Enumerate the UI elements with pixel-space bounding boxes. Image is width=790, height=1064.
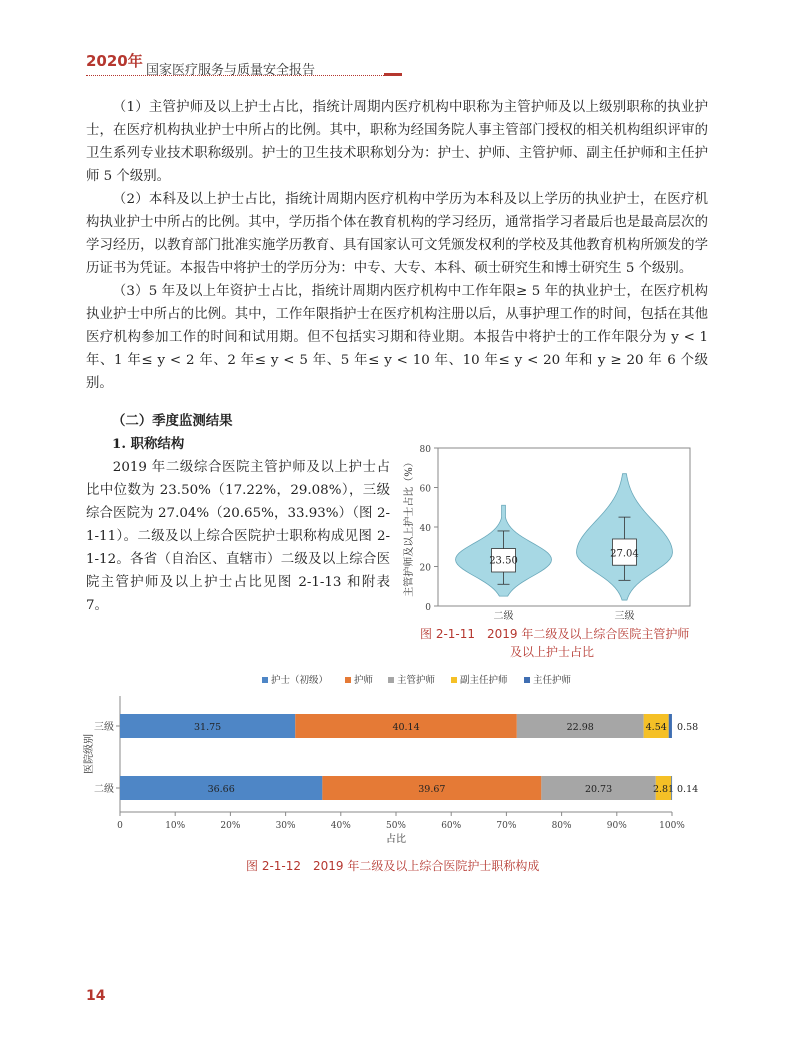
page-number: 14 — [86, 988, 106, 1004]
legend-swatch — [451, 677, 457, 683]
header-rule — [86, 75, 384, 76]
legend-swatch — [524, 677, 530, 683]
data-label: 0.14 — [677, 784, 699, 795]
x-tick-label: 三级 — [614, 611, 635, 622]
y-tick-label: 60 — [419, 484, 431, 495]
y-axis-label: 医院级别 — [84, 734, 95, 774]
paragraph-2: （2）本科及以上护士占比，指统计周期内医疗机构中学历为本科及以上学历的执业护士，在医疗机构执业护士中所占的比例。其中，学历指个体在教育机构的学习经历，通常指学习者最后也是最高层次的学习经历，以教育部门批准实施学历教育、具有国家认可文凭颁发权利的学校及其他教育机构所颁发的学历证书为凭证。本报告中将护士的学历分为：中专、大专、本科、硕士研究生和博士研究生 5 个级别。 — [86, 192, 708, 276]
paragraph-3: （3）5 年及以上年资护士占比，指统计周期内医疗机构中工作年限≥ 5 年的执业护士，在医疗机构执业护士中所占的比例。其中，工作年限指护士在医疗机构注册以后，从事护理工作的时间，包括在其他医疗机构参加工作的时间和试用期。但不包括实习期和待业期。本报告中将护士的工作年限分为 y < 1 年、1 年≤ y < 2 年、2 年≤ y < 5 年、5 年≤ y < 10 年、10 年≤ y < 20 年和 y ≥ 20 年 6 个级别。 — [86, 284, 708, 391]
results-text — [86, 456, 390, 617]
y-axis-label: 主管护师及以上护士占比（%） — [404, 457, 415, 597]
header-year: 2020年 — [86, 52, 143, 70]
results-paragraph: 2019 年二级综合医院主管护师及以上护士占比中位数为 23.50%（17.22%，29.08%），三级综合医院为 27.04%（20.65%，33.93%）（图 2-1-11）。二级及以上综合医院护士职称构成见图 2-1-12。各省（自治区、直辖市）二级及以上综合医院主管护师及以上护士占比见图 2-1-13 和附表 7。 — [86, 460, 390, 613]
x-tick-label: 60% — [441, 821, 462, 831]
data-label: 36.66 — [207, 784, 235, 795]
legend-label: 主管护师 — [397, 675, 436, 686]
x-axis-label: 占比 — [386, 834, 406, 845]
y-tick-label: 80 — [419, 445, 431, 455]
definitions-text — [86, 96, 708, 395]
stacked-bar-chart — [82, 668, 712, 854]
header-title: 国家医疗服务与质量安全报告 — [146, 63, 316, 78]
data-label: 40.14 — [392, 722, 420, 733]
y-tick-label: 0 — [425, 603, 431, 613]
bar-segment — [669, 714, 672, 738]
category-label: 三级 — [94, 722, 114, 733]
violin-chart — [398, 438, 698, 624]
page-header — [0, 0, 790, 80]
data-label: 2.81 — [652, 784, 675, 795]
legend-swatch — [388, 677, 394, 683]
legend-label: 副主任护师 — [460, 675, 508, 686]
figure2-caption: 图 2-1-12 2019 年二级及以上综合医院护士职称构成 — [246, 859, 540, 873]
y-tick-label: 40 — [419, 524, 431, 534]
figure1-caption-line2: 及以上护士占比 — [510, 645, 595, 659]
data-label: 0.58 — [677, 722, 699, 733]
data-label: 22.98 — [566, 722, 594, 733]
legend-swatch — [345, 677, 351, 683]
y-tick-label: 20 — [419, 563, 431, 574]
section-title: （二）季度监测结果 — [112, 413, 233, 429]
legend-label: 主任护师 — [533, 675, 572, 686]
x-tick-label: 70% — [496, 821, 517, 831]
data-label: 31.75 — [194, 722, 222, 733]
data-label: 4.54 — [645, 722, 667, 733]
x-tick-label: 100% — [659, 821, 685, 831]
x-tick-label: 0 — [117, 821, 123, 831]
x-tick-label: 40% — [330, 821, 351, 831]
subsection-title: 1. 职称结构 — [112, 436, 185, 452]
category-label: 二级 — [94, 784, 114, 795]
header-rule-accent — [384, 73, 402, 76]
x-tick-label: 50% — [385, 821, 407, 831]
paragraph-1: （1）主管护师及以上护士占比，指统计周期内医疗机构中职称为主管护师及以上级别职称的执业护士，在医疗机构执业护士中所占的比例。其中，职称为经国务院人事主管部门授权的相关机构组织评审的卫生系列专业技术职称级别。护士的卫生技术职称划分为：护士、护师、主管护师、副主任护师和主任护师 5 个级别。 — [86, 100, 708, 184]
x-tick-label: 80% — [551, 821, 572, 831]
x-tick-label: 30% — [275, 821, 296, 831]
legend-label: 护士（初级） — [271, 675, 329, 686]
x-tick-label: 20% — [220, 821, 241, 831]
x-tick-label: 二级 — [493, 611, 514, 622]
x-tick-label: 90% — [606, 821, 627, 831]
median-label: 23.50 — [489, 555, 518, 567]
legend-label: 护师 — [354, 675, 374, 686]
legend-swatch — [262, 677, 268, 683]
data-label: 20.73 — [584, 784, 613, 795]
median-label: 27.04 — [610, 548, 639, 560]
figure1-caption-line1: 图 2-1-11 2019 年二级及以上综合医院主管护师 — [420, 627, 690, 641]
data-label: 39.67 — [418, 784, 446, 795]
bar-segment — [671, 776, 672, 800]
x-tick-label: 10% — [165, 821, 186, 831]
